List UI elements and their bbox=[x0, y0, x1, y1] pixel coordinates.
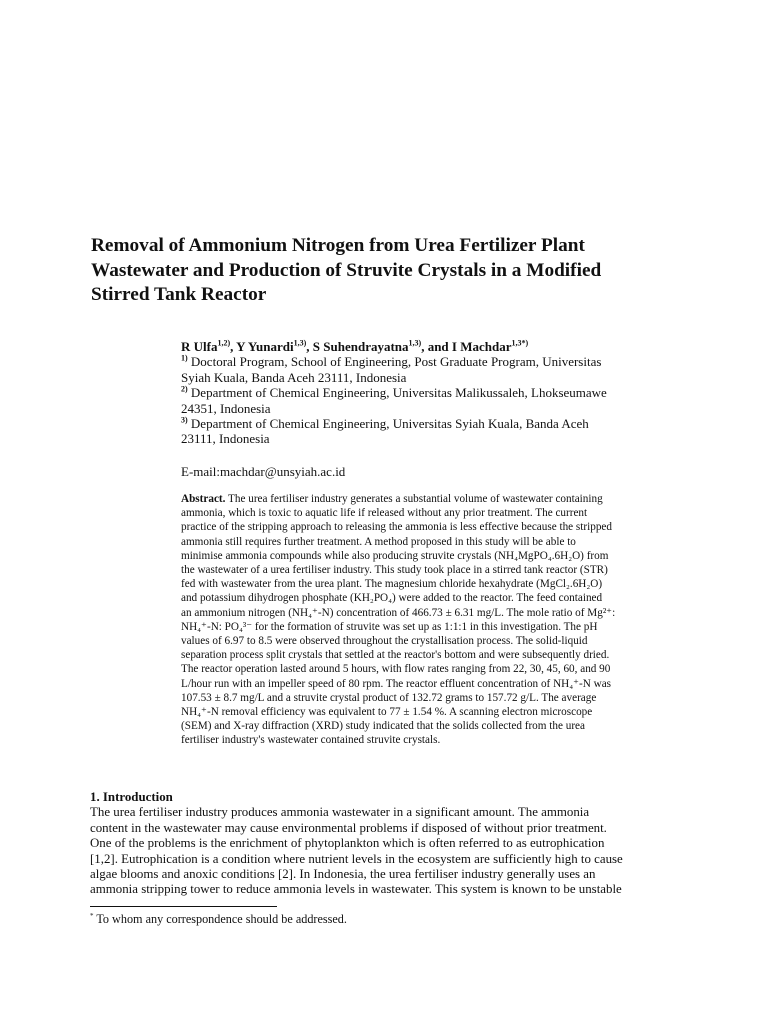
title-line: Removal of Ammonium Nitrogen from Urea Fertilizer Plant bbox=[91, 235, 585, 256]
author-separator: , bbox=[230, 339, 237, 354]
author-name: S Suhendrayatna bbox=[312, 339, 409, 354]
body-line: The urea fertiliser industry produces ammonia wastewater in a significant amount. The ammonia bbox=[90, 805, 590, 820]
body-line: content in the wastewater may cause environmental problems if disposed of without prior treatment. bbox=[90, 820, 607, 835]
affiliation-text: Department of Chemical Engineering, Universitas Syiah Kuala, Banda Aceh bbox=[190, 416, 589, 432]
footnote-marker: * bbox=[90, 912, 94, 920]
contact-email: E-mail:machdar@unsyiah.ac.id bbox=[181, 464, 346, 479]
affiliation-mark: 2) bbox=[181, 384, 188, 394]
author-affiliation-mark: 1,3) bbox=[293, 338, 307, 348]
footnote-divider bbox=[90, 906, 277, 907]
section-heading: 1. Introduction bbox=[90, 790, 173, 804]
affiliation-mark: 1) bbox=[181, 354, 188, 364]
author-conjunction: and bbox=[427, 339, 452, 354]
abstract-line: an ammonium nitrogen (NH₄⁺-N) concentration of 466.73 ± 6.31 mg/L. The mole ratio of Mg²⁺: bbox=[181, 606, 616, 619]
introduction-section bbox=[90, 790, 678, 898]
title-line: Wastewater and Production of Struvite Crystals in a Modified bbox=[91, 259, 602, 281]
author-list bbox=[181, 339, 681, 354]
body-line: One of the problems is the enrichment of phytoplankton which is often referred to as eutrophication bbox=[90, 836, 605, 851]
affiliation-mark: 3) bbox=[181, 415, 188, 425]
paper-title bbox=[91, 234, 691, 308]
abstract-line: separation process split crystals that settled at the reactor's bottom and were subsequently dried. bbox=[181, 649, 610, 662]
abstract bbox=[181, 492, 677, 748]
abstract-line: values of 6.97 to 8.5 were observed throughout the crystallisation process. The solid-liquid bbox=[181, 635, 588, 648]
affiliation-text: Department of Chemical Engineering, Universitas Malikussaleh, Lhokseumawe bbox=[190, 385, 607, 401]
footnote bbox=[90, 912, 347, 927]
abstract-line: 107.53 ± 8.7 mg/L and a struvite crystal product of 132.72 grams to 157.72 g/L. The average bbox=[181, 691, 597, 704]
title-line: Stirred Tank Reactor bbox=[91, 284, 267, 305]
abstract-line: and potassium dihydrogen phosphate (KH₂PO₄) were added to the reactor. The feed contained bbox=[181, 592, 603, 605]
abstract-line: The urea fertiliser industry generates a substantial volume of wastewater containing bbox=[225, 493, 603, 505]
abstract-line: practice of the stripping approach to releasing the ammonia is less effective because the stripped bbox=[181, 521, 612, 534]
abstract-line: NH₄⁺-N removal efficiency was equivalent to 77 ± 1.54 %. A scanning electron microscope bbox=[181, 706, 593, 719]
abstract-line: ammonia, which is toxic to aquatic life if released without any prior treatment. The current bbox=[181, 507, 588, 520]
body-line: [1,2]. Eutrophication is a condition where nutrient levels in the ecosystem are sufficiently high to cause bbox=[90, 851, 623, 866]
body-line: ammonia stripping tower to reduce ammonia levels in wastewater. This system is known to be unstable bbox=[90, 882, 622, 897]
affiliation-text: 24351, Indonesia bbox=[181, 400, 271, 416]
affiliation-text: Doctoral Program, School of Engineering, Post Graduate Program, Universitas bbox=[190, 354, 602, 370]
affiliation-text: Syiah Kuala, Banda Aceh 23111, Indonesia bbox=[181, 369, 407, 385]
affiliation bbox=[181, 416, 681, 447]
author-name: I Machdar bbox=[451, 339, 512, 354]
abstract-line: fed with wastewater from the urea plant. The magnesium chloride hexahydrate (MgCl₂.6H₂O) bbox=[181, 578, 603, 591]
author-name: R Ulfa bbox=[181, 339, 218, 354]
author-affiliation-mark: 1,2) bbox=[217, 338, 231, 348]
abstract-line: minimise ammonia compounds while also producing struvite crystals (NH₄MgPO₄.6H₂O) from bbox=[181, 549, 609, 562]
author-name: Y Yunardi bbox=[236, 339, 294, 354]
abstract-line: The reactor operation lasted around 5 hours, with flow rates ranging from 22, 30, 45, 60, and 90 bbox=[181, 663, 611, 676]
author-block bbox=[181, 339, 681, 447]
abstract-heading: Abstract. bbox=[181, 493, 226, 505]
abstract-line: ammonia still requires further treatment. A method proposed in this study will be able to bbox=[181, 535, 576, 548]
body-line: algae blooms and anoxic conditions [2]. In Indonesia, the urea fertiliser industry generally uses an bbox=[90, 867, 596, 882]
abstract-line: L/hour run with an impeller speed of 80 rpm. The reactor effluent concentration of NH₄⁺-N was bbox=[181, 677, 612, 690]
affiliation bbox=[181, 354, 681, 385]
author-affiliation-mark: 1,3) bbox=[408, 338, 422, 348]
author-separator: , bbox=[421, 339, 428, 354]
author-separator: , bbox=[306, 339, 313, 354]
abstract-line: NH₄⁺-N: PO₄³⁻ for the formation of struvite was set up as 1:1:1 in this investigation. The pH bbox=[181, 620, 598, 633]
abstract-line: fertiliser industry's wastewater contained struvite crystals. bbox=[181, 734, 441, 747]
footnote-text: To whom any correspondence should be addressed. bbox=[93, 912, 347, 927]
affiliation bbox=[181, 385, 681, 416]
abstract-line: (SEM) and X-ray diffraction (XRD) study indicated that the solids collected from the urea bbox=[181, 720, 585, 733]
affiliation-text: 23111, Indonesia bbox=[181, 431, 270, 447]
author-affiliation-mark: 1,3*) bbox=[511, 338, 529, 348]
abstract-line: the wastewater of a urea fertiliser industry. This study took place in a stirred tank reactor (STR) bbox=[181, 564, 608, 577]
